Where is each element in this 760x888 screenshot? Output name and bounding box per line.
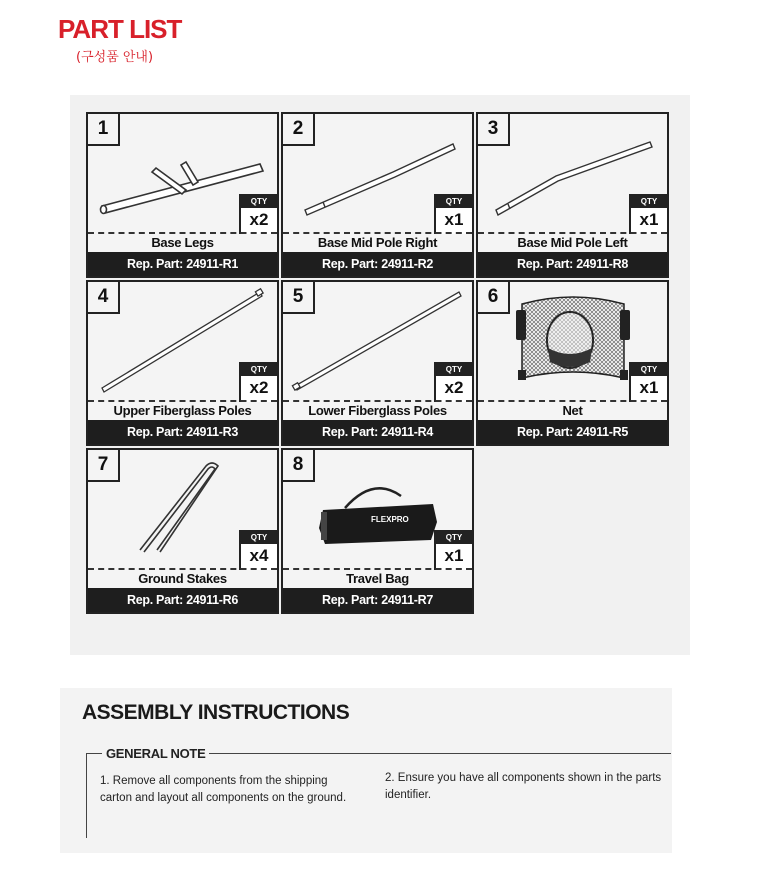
- part-card: [86, 112, 279, 278]
- part-number: 5: [283, 282, 315, 314]
- rep-part-bar: Rep. Part: 24911-R2: [283, 252, 472, 276]
- part-card: [476, 112, 669, 278]
- qty-value: x1: [444, 546, 464, 565]
- qty-label: QTY: [241, 196, 277, 208]
- rep-part-bar: Rep. Part: 24911-R6: [88, 588, 277, 612]
- rep-part-bar: Rep. Part: 24911-R8: [478, 252, 667, 276]
- bag-brand-text: FLEXPRO: [371, 515, 409, 524]
- part-name: Base Mid Pole Right: [317, 235, 438, 250]
- part-card: [281, 112, 474, 278]
- qty-label: QTY: [631, 364, 667, 376]
- qty-box: [239, 194, 277, 234]
- qty-box: [239, 530, 277, 570]
- part-card: [86, 448, 279, 614]
- qty-value: x4: [249, 546, 269, 565]
- rep-part-bar: Rep. Part: 24911-R5: [478, 420, 667, 444]
- qty-value: x1: [639, 378, 659, 397]
- dashed-divider: [283, 400, 472, 402]
- rep-part-bar: Rep. Part: 24911-R3: [88, 420, 277, 444]
- dashed-divider: [478, 400, 667, 402]
- dashed-divider: [88, 232, 277, 234]
- part-card: [86, 280, 279, 446]
- part-number: 4: [88, 282, 120, 314]
- dashed-divider: [283, 568, 472, 570]
- part-name: Base Legs: [151, 235, 214, 250]
- rep-part-bar: Rep. Part: 24911-R1: [88, 252, 277, 276]
- qty-value: x2: [444, 378, 464, 397]
- part-number: 2: [283, 114, 315, 146]
- qty-value: x1: [639, 210, 659, 229]
- qty-box: [629, 194, 667, 234]
- qty-value: x1: [444, 210, 464, 229]
- qty-label: QTY: [436, 364, 472, 376]
- part-number: 8: [283, 450, 315, 482]
- part-card: [476, 280, 669, 446]
- part-number: 3: [478, 114, 510, 146]
- part-card: [281, 280, 474, 446]
- part-name: Travel Bag: [346, 571, 409, 586]
- qty-value: x2: [249, 378, 269, 397]
- qty-label: QTY: [436, 532, 472, 544]
- qty-value: x2: [249, 210, 269, 229]
- qty-box: [434, 530, 472, 570]
- part-name: Upper Fiberglass Poles: [113, 403, 252, 418]
- qty-label: QTY: [631, 196, 667, 208]
- parts-grid: [86, 112, 670, 615]
- assembly-title: ASSEMBLY INSTRUCTIONS: [82, 701, 350, 724]
- qty-label: QTY: [436, 196, 472, 208]
- page-title: PART LIST: [58, 14, 182, 44]
- instruction-step: 2. Ensure you have all components shown in the parts identifier.: [385, 772, 662, 801]
- part-number: 6: [478, 282, 510, 314]
- part-name: Base Mid Pole Left: [517, 235, 628, 250]
- qty-box: [434, 362, 472, 402]
- part-name: Ground Stakes: [138, 571, 227, 586]
- dashed-divider: [88, 568, 277, 570]
- rep-part-bar: Rep. Part: 24911-R7: [283, 588, 472, 612]
- qty-box: [629, 362, 667, 402]
- part-number: 1: [88, 114, 120, 146]
- dashed-divider: [283, 232, 472, 234]
- part-number: 7: [88, 450, 120, 482]
- part-name: Lower Fiberglass Poles: [308, 403, 447, 418]
- general-note-heading: GENERAL NOTE: [102, 746, 209, 761]
- dashed-divider: [88, 400, 277, 402]
- instruction-step: 1. Remove all components from the shipping carton and layout all components on the ground.: [100, 775, 347, 804]
- page-subtitle: (구성품 안내): [76, 50, 154, 65]
- qty-box: [239, 362, 277, 402]
- rep-part-bar: Rep. Part: 24911-R4: [283, 420, 472, 444]
- qty-box: [434, 194, 472, 234]
- qty-label: QTY: [241, 364, 277, 376]
- qty-label: QTY: [241, 532, 277, 544]
- part-card: [281, 448, 474, 614]
- dashed-divider: [478, 232, 667, 234]
- part-name: Net: [562, 403, 583, 418]
